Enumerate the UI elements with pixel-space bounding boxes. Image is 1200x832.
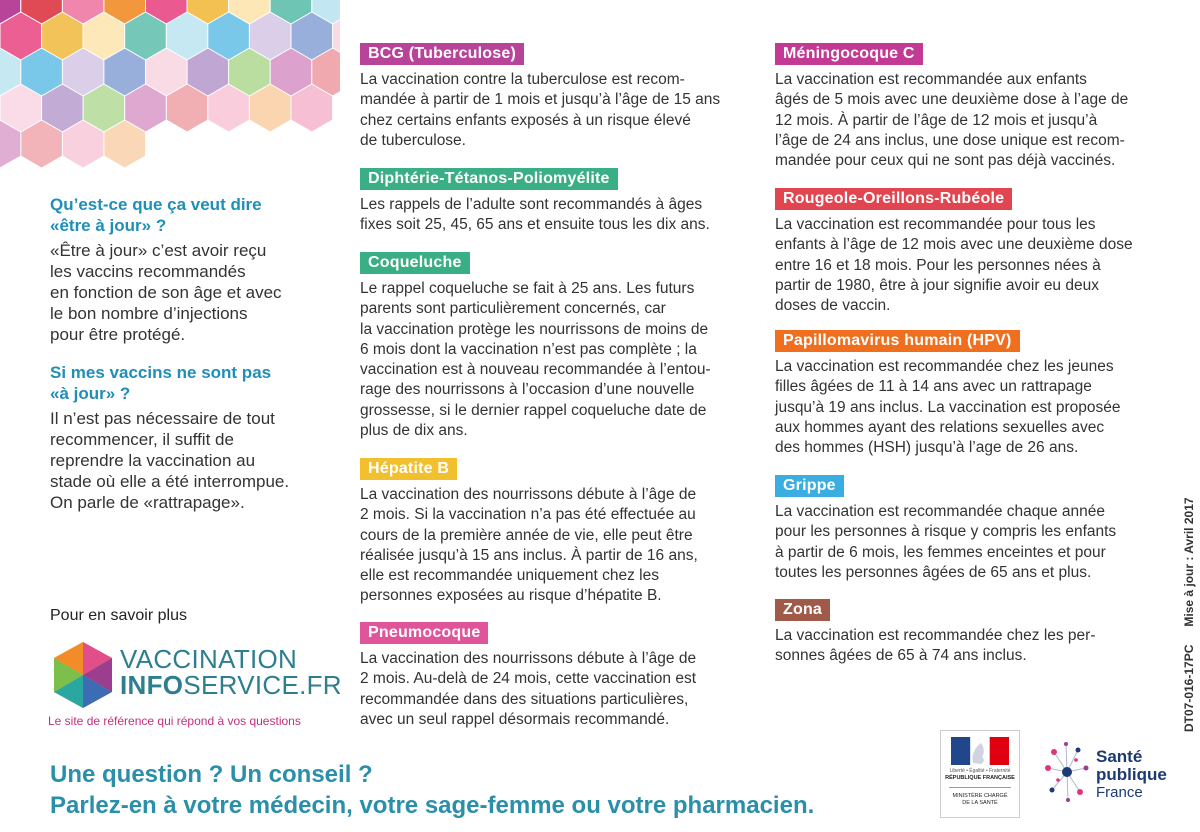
section-text bbox=[775, 626, 1157, 667]
faq-question-line: «à jour» ? bbox=[50, 384, 131, 403]
section-tag: Pneumocoque bbox=[360, 622, 488, 644]
section-tag: Méningocoque C bbox=[775, 43, 923, 65]
text-line: doses de vaccin. bbox=[775, 297, 891, 315]
text-line: mandée à partir de 1 mois et jusqu’à l’âge de 15 ans bbox=[360, 91, 721, 109]
sante-publique-line3: France bbox=[1096, 784, 1143, 801]
section-dtp bbox=[360, 168, 742, 236]
text-line: La vaccination est recommandée chaque année bbox=[775, 503, 1106, 520]
text-line: de tuberculose. bbox=[360, 131, 466, 149]
text-line: des hommes (HSH) jusqu’à l’age de 26 ans. bbox=[775, 439, 1079, 457]
text-line: fixes soit 25, 45, 65 ans et ensuite tous les dix ans. bbox=[360, 216, 710, 234]
text-line: chez certains enfants exposés à un risque élevé bbox=[360, 111, 691, 129]
text-line: partir de 1980, être à jour signifie avoir eu deux bbox=[775, 276, 1099, 294]
section-tag: Diphtérie-Tétanos-Poliomyélite bbox=[360, 168, 618, 190]
text-line: âgés de 5 mois avec une deuxième dose à l’age de bbox=[775, 91, 1129, 109]
vaccination-brand-line2[interactable] bbox=[120, 671, 342, 699]
text-line: plus de dix ans. bbox=[360, 422, 468, 440]
text-line: filles âgées de 11 à 14 ans avec un rattrapage bbox=[775, 378, 1092, 396]
text-line: Le rappel coqueluche se fait à 25 ans. Les futurs bbox=[360, 280, 695, 297]
faq-answer-line: en fonction de son âge et avec bbox=[50, 283, 282, 302]
brand-info-word: INFO bbox=[120, 670, 184, 700]
text-line: recommandée dans des situations particulières, bbox=[360, 690, 689, 708]
faq-answer-line: pour être protégé. bbox=[50, 325, 186, 344]
section-text bbox=[360, 195, 742, 236]
section-tag: Hépatite B bbox=[360, 458, 457, 480]
faq-not-up-to-date bbox=[50, 362, 330, 513]
republique-francaise-logo bbox=[940, 730, 1020, 818]
sante-publique-france-logo-icon bbox=[1042, 738, 1092, 806]
document-reference bbox=[1182, 479, 1196, 732]
text-line: Les rappels de l’adulte sont recommandés à âges bbox=[360, 196, 703, 213]
faq-answer-line: les vaccins recommandés bbox=[50, 262, 246, 281]
brand-service-word: SERVICE.FR bbox=[183, 670, 342, 700]
section-hepatite-b bbox=[360, 458, 742, 607]
text-line: la vaccination protège les nourrissons de moins de bbox=[360, 320, 709, 338]
faq-answer-line: recommencer, il suffit de bbox=[50, 430, 234, 449]
faq-question-line: «être à jour» ? bbox=[50, 216, 167, 235]
ministry-name bbox=[943, 793, 1017, 807]
text-line: La vaccination est recommandée chez les per- bbox=[775, 627, 1096, 644]
faq-answer-line: «Être à jour» c’est avoir reçu bbox=[50, 241, 267, 260]
ministry-line: MINISTÈRE CHARGÉ bbox=[952, 793, 1008, 799]
vaccination-info-service-logo-icon[interactable] bbox=[48, 640, 118, 710]
footer-question: Une question ? Un conseil ? bbox=[50, 761, 373, 788]
more-info-label: Pour en savoir plus bbox=[50, 607, 187, 624]
section-text bbox=[775, 357, 1157, 458]
footer-advice: Parlez-en à votre médecin, votre sage-femme ou votre pharmacien. bbox=[50, 792, 815, 819]
faq-question-line: Qu’est-ce que ça veut dire bbox=[50, 195, 262, 214]
logo-divider bbox=[949, 787, 1011, 788]
republique-motto: Liberté • Égalité • Fraternité bbox=[949, 768, 1011, 774]
section-tag: Grippe bbox=[775, 475, 844, 497]
faq-answer-line: On parle de «rattrapage». bbox=[50, 493, 245, 512]
text-line: vaccination est à nouveau recommandée à l’entou- bbox=[360, 361, 711, 379]
section-tag: Coqueluche bbox=[360, 252, 470, 274]
text-line: La vaccination des nourrissons débute à l’âge de bbox=[360, 650, 697, 667]
hexagon-pattern-decoration bbox=[0, 0, 340, 170]
text-line: rage des nourrissons à l’occasion d’une nouvelle bbox=[360, 381, 695, 399]
text-line: pour les personnes à risque y compris les enfants bbox=[775, 523, 1117, 541]
section-text bbox=[360, 485, 742, 607]
text-line: 6 mois dont la vaccination n’est pas complète ; la bbox=[360, 340, 697, 358]
text-line: à partir de 6 mois, les femmes enceintes et pour bbox=[775, 543, 1106, 561]
section-tag: BCG (Tuberculose) bbox=[360, 43, 524, 65]
text-line: La vaccination est recommandée aux enfants bbox=[775, 71, 1087, 88]
faq-answer-line: reprendre la vaccination au bbox=[50, 451, 256, 470]
sante-publique-line1: Santé bbox=[1096, 747, 1143, 766]
text-line: La vaccination contre la tuberculose est recom- bbox=[360, 71, 685, 88]
section-text bbox=[775, 215, 1157, 316]
section-coqueluche bbox=[360, 252, 742, 441]
text-line: cours de la première année de vie, elle peut être bbox=[360, 526, 693, 544]
text-line: grossesse, si le dernier rappel coqueluche date de bbox=[360, 401, 707, 419]
section-hpv bbox=[775, 330, 1157, 458]
text-line: 2 mois. Si la vaccination n’a pas été effectuée au bbox=[360, 506, 696, 524]
text-line: entre 16 et 18 mois. Pour les personnes nées à bbox=[775, 256, 1101, 274]
text-line: parents sont particulièrement concernés, car bbox=[360, 300, 666, 318]
section-pneumocoque bbox=[360, 622, 742, 730]
text-line: La vaccination est recommandée pour tous les bbox=[775, 216, 1096, 233]
faq-answer bbox=[50, 240, 330, 345]
sante-publique-line2: publique bbox=[1096, 765, 1167, 784]
text-line: sonnes âgées de 65 à 74 ans inclus. bbox=[775, 647, 1027, 665]
section-grippe bbox=[775, 475, 1157, 583]
text-line: 2 mois. Au-delà de 24 mois, cette vaccination est bbox=[360, 670, 697, 688]
text-line: La vaccination est recommandée chez les jeunes bbox=[775, 358, 1114, 375]
faq-answer-line: stade où elle a été interrompue. bbox=[50, 472, 290, 491]
text-line: avec un seul rappel désormais recommandé. bbox=[360, 710, 670, 728]
vaccination-brand-line1[interactable]: VACCINATION bbox=[120, 644, 298, 674]
text-line: elle est recommandée uniquement chez les bbox=[360, 567, 659, 585]
marianne-flag-icon bbox=[951, 737, 1009, 765]
section-text bbox=[775, 70, 1157, 171]
update-date: Mise à jour : Avril 2017 bbox=[1182, 497, 1196, 627]
faq-being-up-to-date bbox=[50, 194, 330, 345]
faq-question bbox=[50, 362, 330, 404]
section-zona bbox=[775, 599, 1157, 667]
section-text bbox=[360, 70, 742, 151]
text-line: toutes les personnes âgées de 65 ans et plus. bbox=[775, 563, 1092, 581]
faq-answer-line: le bon nombre d’injections bbox=[50, 304, 248, 323]
section-meningocoque-c bbox=[775, 43, 1157, 171]
text-line: aux hommes ayant des relations sexuelles avec bbox=[775, 418, 1105, 436]
text-line: mandée pour ceux qui ne sont pas déjà vaccinés. bbox=[775, 152, 1116, 170]
text-line: jusqu’à 19 ans inclus. La vaccination est proposée bbox=[775, 398, 1121, 416]
text-line: l’âge de 24 ans inclus, une dose unique est recom- bbox=[775, 131, 1125, 149]
ministry-line: DE LA SANTÉ bbox=[962, 800, 998, 806]
document-code: DT07-016-17PC bbox=[1182, 644, 1196, 732]
section-bcg bbox=[360, 43, 742, 151]
republique-name: RÉPUBLIQUE FRANÇAISE bbox=[945, 775, 1015, 781]
text-line: réalisée jusqu’à 15 ans inclus. À partir de 16 ans, bbox=[360, 546, 698, 564]
vaccination-tagline: Le site de référence qui répond à vos questions bbox=[48, 714, 301, 728]
text-line: 12 mois. À partir de l’âge de 12 mois et jusqu’à bbox=[775, 111, 1098, 129]
faq-question bbox=[50, 194, 330, 236]
section-text bbox=[775, 502, 1157, 583]
section-ror bbox=[775, 188, 1157, 316]
section-text bbox=[360, 279, 742, 441]
faq-answer bbox=[50, 408, 330, 513]
section-text bbox=[360, 649, 742, 730]
section-tag: Rougeole-Oreillons-Rubéole bbox=[775, 188, 1012, 210]
text-line: La vaccination des nourrissons débute à l’âge de bbox=[360, 486, 697, 503]
faq-question-line: Si mes vaccins ne sont pas bbox=[50, 363, 272, 382]
section-tag: Papillomavirus humain (HPV) bbox=[775, 330, 1020, 352]
section-tag: Zona bbox=[775, 599, 830, 621]
text-line: enfants à l’âge de 12 mois avec une deuxième dose bbox=[775, 236, 1133, 254]
faq-answer-line: Il n’est pas nécessaire de tout bbox=[50, 409, 275, 428]
text-line: personnes exposées au risque d’hépatite B. bbox=[360, 587, 662, 605]
